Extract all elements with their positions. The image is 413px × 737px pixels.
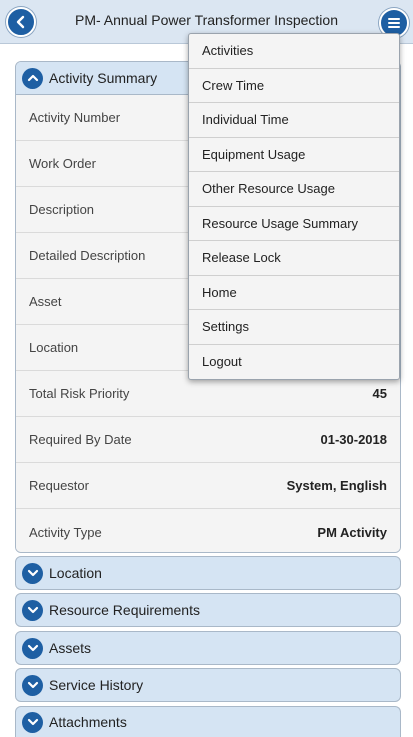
section-label: Service History: [49, 677, 144, 693]
section-label: Attachments: [49, 714, 127, 730]
menu-item-settings[interactable]: Settings: [189, 310, 399, 345]
menu-item-individual-time[interactable]: Individual Time: [189, 103, 399, 138]
field-label: Total Risk Priority: [29, 386, 130, 401]
back-button[interactable]: [6, 7, 36, 37]
section-location[interactable]: [15, 556, 401, 590]
field-value: 45: [372, 386, 387, 401]
chevron-up-icon: [22, 68, 43, 89]
field-label: Required By Date: [29, 432, 132, 447]
field-label: Detailed Description: [29, 248, 146, 263]
chevron-down-icon: [22, 600, 43, 621]
field-label: Requestor: [29, 478, 89, 493]
field-value: PM Activity: [317, 524, 387, 540]
chevron-down-icon: [22, 638, 43, 659]
menu-item-other-resource-usage[interactable]: Other Resource Usage: [189, 172, 399, 207]
menu-item-home[interactable]: Home: [189, 276, 399, 311]
field-label: Asset: [29, 294, 62, 309]
menu-item-release-lock[interactable]: Release Lock: [189, 241, 399, 276]
menu-item-resource-usage-summary[interactable]: Resource Usage Summary: [189, 207, 399, 242]
chevron-down-icon: [22, 675, 43, 696]
hamburger-icon: [387, 17, 401, 29]
navigation-menu: [188, 33, 400, 380]
field-requestor: [16, 463, 400, 509]
section-attachments[interactable]: [15, 706, 401, 737]
field-label: Activity Number: [29, 110, 121, 125]
chevron-down-icon: [22, 712, 43, 733]
field-activity-type: [16, 509, 400, 553]
page-title: PM- Annual Power Transformer Inspection: [74, 12, 338, 28]
menu-item-equipment-usage[interactable]: Equipment Usage: [189, 138, 399, 173]
field-value: 01-30-2018: [320, 432, 387, 447]
chevron-left-icon: [14, 15, 28, 29]
field-label: Description: [29, 202, 95, 217]
section-label: Assets: [49, 640, 92, 656]
field-value: System, English: [286, 478, 387, 493]
section-service-history[interactable]: [15, 668, 401, 702]
section-label: Resource Requirements: [49, 602, 200, 618]
menu-item-activities[interactable]: Activities: [189, 34, 399, 69]
field-required-by-date: [16, 417, 400, 463]
chevron-down-icon: [22, 563, 43, 584]
section-label: Location: [49, 565, 102, 581]
section-label: Activity Summary: [49, 70, 158, 86]
section-assets[interactable]: [15, 631, 401, 665]
field-label: Work Order: [29, 156, 96, 171]
menu-item-crew-time[interactable]: Crew Time: [189, 69, 399, 104]
field-label: Activity Type: [29, 524, 102, 540]
field-label: Location: [29, 340, 79, 355]
menu-item-logout[interactable]: Logout: [202, 354, 242, 370]
section-resource-requirements[interactable]: [15, 593, 401, 627]
